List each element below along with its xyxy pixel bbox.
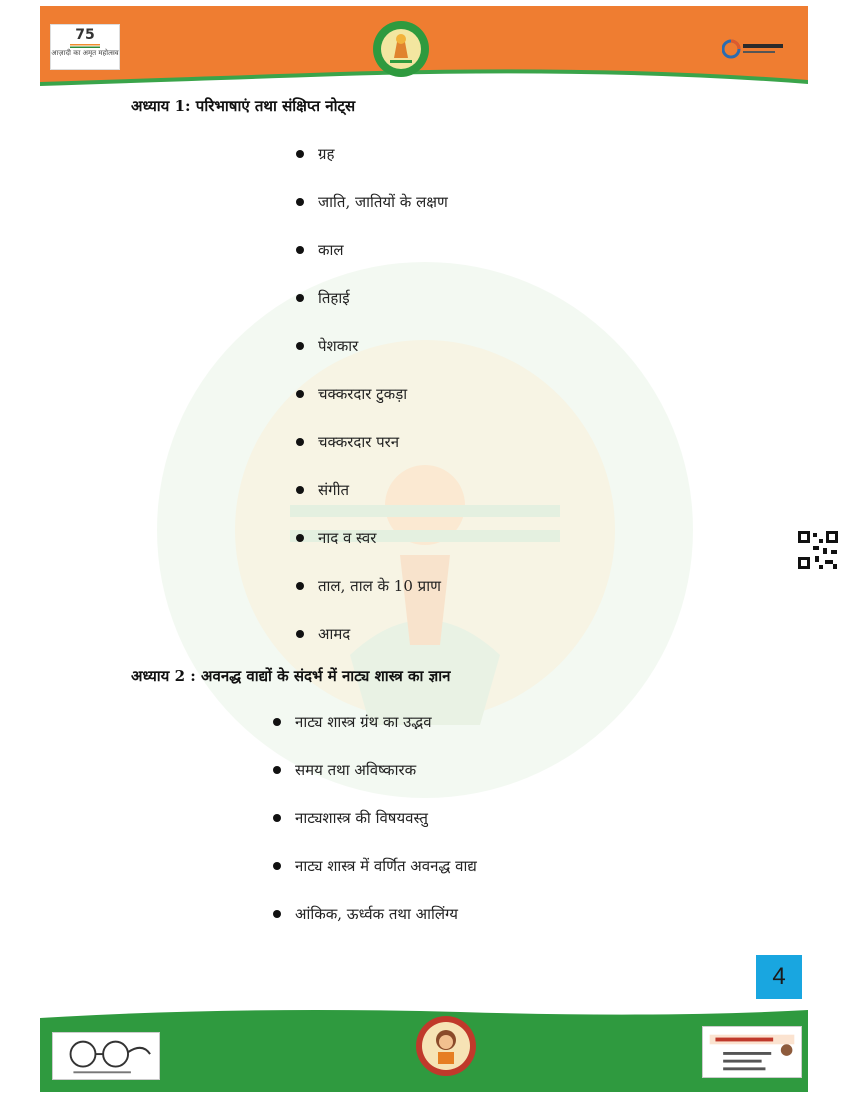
swachh-bharat-logo-icon [52,1032,160,1080]
bullet-icon [296,390,304,398]
bullet-icon [296,630,304,638]
chapter-2-topic-list [273,712,477,952]
list-item-label: ग्रह [318,145,335,163]
bullet-icon [273,910,281,918]
bullet-icon [296,150,304,158]
list-item [296,240,448,288]
azadi-ka-amrit-mahotsav-logo [50,24,120,70]
bullet-icon [273,718,281,726]
bullet-icon [273,814,281,822]
beti-bachao-logo-icon [414,1010,478,1082]
bullet-icon [273,766,281,774]
list-item [296,432,448,480]
list-item [296,288,448,336]
chapter-1-heading: अध्याय 1: परिभाषाएं तथा संक्षिप्त नोट्स [131,97,356,115]
list-item [296,480,448,528]
list-item-label: चक्करदार टुकड़ा [318,385,408,403]
list-item-label: तिहाई [318,289,350,307]
list-item [296,384,448,432]
shiksha-ka-adhikar-logo-icon [702,1026,802,1078]
logo-caption: आज़ादी का अमृत महोत्सव [51,49,119,57]
list-item [273,712,477,760]
page-footer [40,1006,808,1092]
page-number-badge: 4 [756,955,802,999]
list-item-label: नाद व स्वर [318,529,377,547]
list-item-label: पेशकार [318,337,359,355]
list-item [273,808,477,856]
list-item-label: नाट्य शास्त्र में वर्णित अवनद्ध वाद्य [295,857,477,875]
bullet-icon [296,438,304,446]
list-item-label: जाति, जातियों के लक्षण [318,193,448,211]
list-item [296,528,448,576]
bullet-icon [296,246,304,254]
list-item-label: संगीत [318,481,350,499]
qr-code-icon[interactable] [797,530,839,570]
list-item [296,336,448,384]
list-item [296,192,448,240]
hbse-emblem-icon [372,20,430,78]
list-item-label: ताल, ताल के 10 प्राण [318,577,441,595]
list-item [273,856,477,904]
list-item [296,144,448,192]
list-item-label: आंकिक, ऊर्ध्वक तथा आलिंग्य [295,905,458,923]
list-item [296,624,448,672]
list-item-label: समय तथा अविष्कारक [295,761,417,779]
list-item-label: आमद [318,625,351,643]
bullet-icon [296,198,304,206]
list-item [273,904,477,952]
list-item-label: चक्करदार परन [318,433,400,451]
list-item [273,760,477,808]
chapter-2-heading: अध्याय 2 : अवनद्ध वाद्यों के संदर्भ में नाट्य शास्त्र का ज्ञान [131,667,451,685]
bullet-icon [296,342,304,350]
chapter-1-topic-list [296,144,448,672]
bullet-icon [296,294,304,302]
list-item [296,576,448,624]
digital-india-logo-icon [722,36,788,62]
tricolor-icon [70,44,100,48]
logo-number: 75 [75,27,95,43]
page-header [40,6,808,90]
list-item-label: नाट्यशास्त्र की विषयवस्तु [295,809,428,827]
bullet-icon [296,534,304,542]
bullet-icon [296,582,304,590]
bullet-icon [296,486,304,494]
list-item-label: नाट्य शास्त्र ग्रंथ का उद्भव [295,713,432,731]
bullet-icon [273,862,281,870]
list-item-label: काल [318,241,344,259]
